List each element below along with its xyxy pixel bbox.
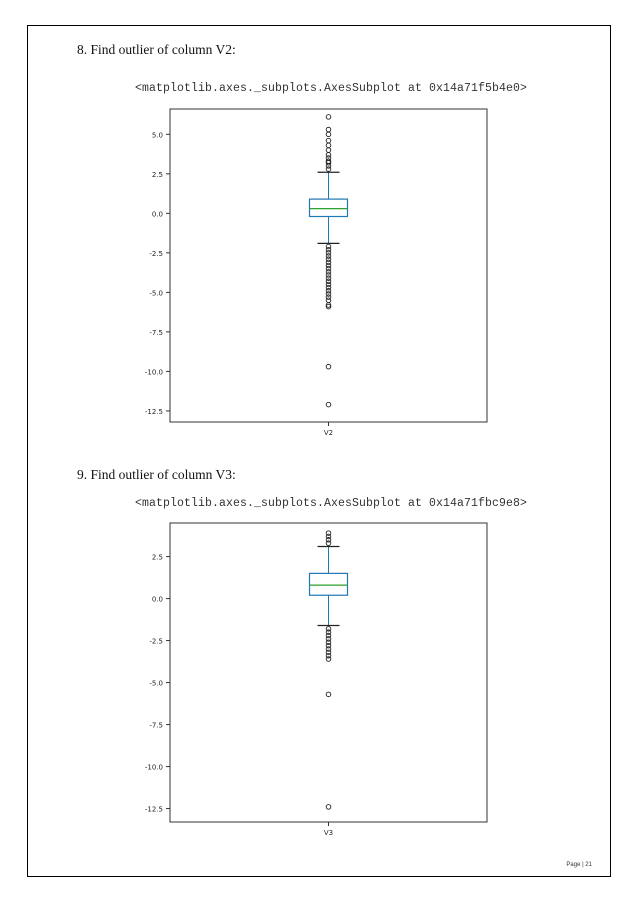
y-tick-label: 2.5 — [151, 170, 163, 179]
y-tick-label: 2.5 — [151, 553, 163, 562]
y-tick-label: 5.0 — [151, 131, 163, 140]
iqr-box — [310, 573, 348, 595]
y-tick-label: -7.5 — [149, 328, 163, 337]
page-number: Page | 21 — [566, 862, 592, 868]
outlier-point — [326, 127, 331, 132]
outlier-point — [326, 805, 331, 810]
outlier-point — [326, 692, 331, 697]
y-tick-label: -5.0 — [149, 679, 163, 688]
code-output-v3: <matplotlib.axes._subplots.AxesSubplot at 0x14a71fbc9e8> — [135, 497, 528, 510]
outlier-point — [326, 115, 331, 120]
outlier-point — [326, 531, 331, 536]
code-output-v2: <matplotlib.axes._subplots.AxesSubplot at 0x14a71f5b4e0> — [135, 82, 528, 95]
iqr-box — [310, 199, 348, 216]
boxplot-v2 — [130, 106, 495, 441]
x-tick-label: V3 — [323, 829, 334, 837]
y-tick-label: 0.0 — [151, 210, 163, 219]
x-tick-label: V2 — [323, 429, 334, 437]
boxplot-v3 — [130, 520, 495, 840]
outlier-point — [326, 402, 331, 407]
section-heading-v3: 9. Find outlier of column V3: — [77, 467, 236, 482]
outlier-point — [326, 132, 331, 137]
outlier-point — [326, 153, 331, 158]
outlier-point — [326, 657, 331, 662]
y-tick-label: -12.5 — [144, 805, 163, 814]
y-tick-label: -12.5 — [144, 407, 163, 416]
outlier-point — [326, 364, 331, 369]
y-tick-label: -7.5 — [149, 721, 163, 730]
y-tick-label: 0.0 — [151, 595, 163, 604]
y-tick-label: -5.0 — [149, 289, 163, 298]
y-tick-label: -10.0 — [144, 368, 163, 377]
outlier-point — [326, 143, 331, 148]
y-tick-label: -10.0 — [144, 763, 163, 772]
y-tick-label: -2.5 — [149, 249, 163, 258]
outlier-point — [326, 138, 331, 143]
outlier-point — [326, 298, 331, 303]
outlier-point — [326, 148, 331, 153]
y-tick-label: -2.5 — [149, 637, 163, 646]
section-heading-v2: 8. Find outlier of column V2: — [77, 42, 236, 57]
